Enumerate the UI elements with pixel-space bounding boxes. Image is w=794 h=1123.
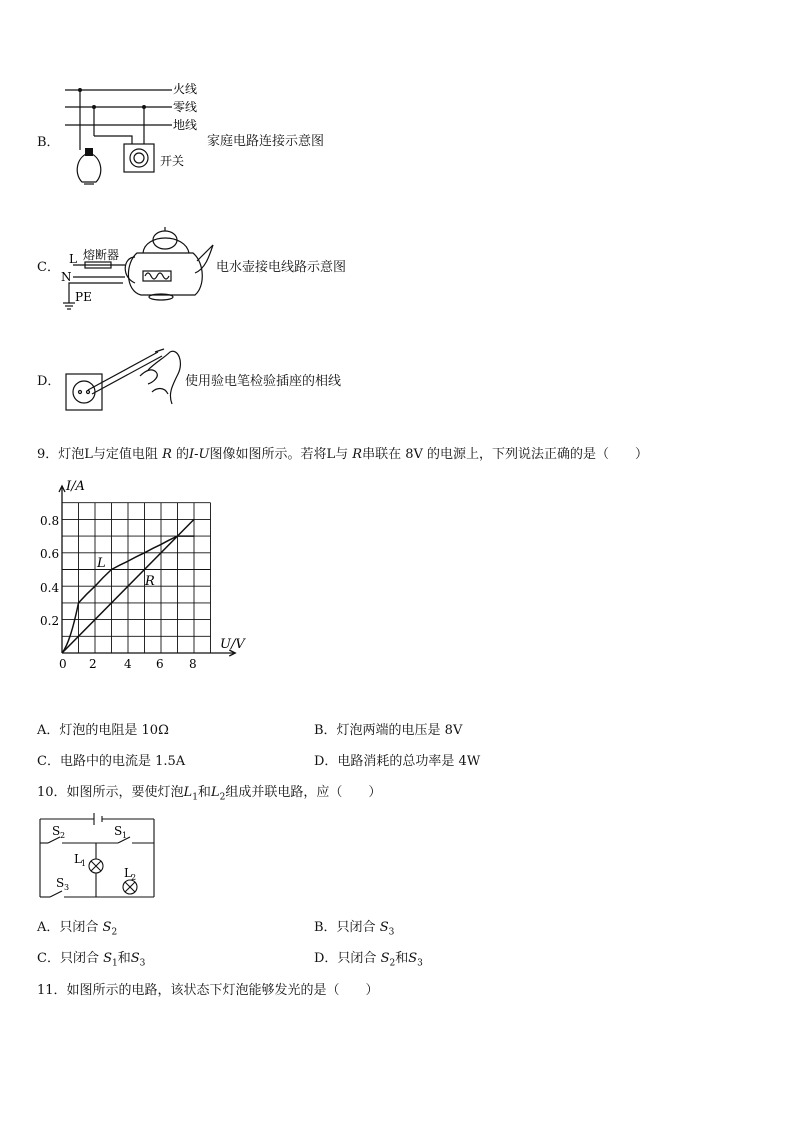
wire-live-label: 火线 bbox=[173, 82, 198, 96]
y-tick-label: 0.8 bbox=[40, 514, 60, 528]
q9-option-b[interactable]: B．灯泡两端的电压是 8V bbox=[314, 723, 463, 738]
q10-option-c[interactable]: C．只闭合 $S_1$和$S_3$ bbox=[37, 951, 146, 969]
curve-r-label: R bbox=[145, 574, 155, 589]
q10-option-d[interactable]: D．只闭合 $S_2$和$S_3$ bbox=[314, 951, 423, 969]
y-axis-title: I/A bbox=[66, 479, 85, 494]
fuse-label: 熔断器 bbox=[83, 248, 120, 262]
parallel-circuit-diagram bbox=[38, 811, 160, 906]
x-tick-label: 0 bbox=[59, 657, 67, 671]
switch-s3-label: S bbox=[56, 876, 65, 890]
option-c-caption: 电水壶接电线路示意图 bbox=[216, 260, 347, 275]
y-tick-label: 0.4 bbox=[40, 581, 60, 595]
lamp-l1-label: L bbox=[74, 852, 82, 866]
q10-option-a[interactable]: A．只闭合 $S_2$ bbox=[37, 920, 118, 938]
x-tick-label: 6 bbox=[156, 657, 164, 671]
kettle-circuit-diagram bbox=[55, 213, 217, 313]
wire-l-label: L bbox=[69, 252, 77, 266]
home-circuit-diagram bbox=[60, 78, 205, 196]
wire-pe-label: PE bbox=[75, 290, 92, 304]
svg-text:2: 2 bbox=[131, 873, 137, 882]
option-b-caption: 家庭电路连接示意图 bbox=[207, 134, 325, 149]
wire-earth-label: 地线 bbox=[173, 118, 198, 132]
q10-option-b[interactable]: B．只闭合 $S_3$ bbox=[314, 920, 395, 938]
switch-s1-label: S bbox=[114, 824, 123, 838]
svg-text:1: 1 bbox=[122, 831, 128, 840]
svg-text:1: 1 bbox=[81, 859, 87, 868]
q9-option-d[interactable]: D．电路消耗的总功率是 4W bbox=[314, 754, 481, 769]
x-tick-label: 8 bbox=[189, 657, 197, 671]
curve-l-label: L bbox=[97, 556, 106, 571]
question-11-stem: 11．如图所示的电路，该状态下灯泡能够发光的是（ ） bbox=[37, 983, 379, 998]
svg-text:3: 3 bbox=[64, 883, 70, 892]
x-axis-title: U/V bbox=[220, 637, 245, 652]
switch-label: 开关 bbox=[160, 154, 185, 168]
y-tick-label: 0.6 bbox=[40, 547, 60, 561]
q9-option-c[interactable]: C．电路中的电流是 1.5A bbox=[37, 754, 186, 769]
y-tick-label: 0.2 bbox=[40, 614, 60, 628]
question-9-stem: 9．灯泡L与定值电阻 R 的I-U图像如图所示。若将L与 R串联在 8V 的电源上，下列说法正确的是（ ） bbox=[37, 447, 649, 462]
lamp-l2-label: L bbox=[124, 866, 132, 880]
option-c-label: C． bbox=[37, 260, 60, 275]
x-tick-label: 2 bbox=[89, 657, 97, 671]
option-b-label: B． bbox=[37, 135, 60, 150]
svg-text:2: 2 bbox=[60, 831, 66, 840]
question-10-stem: 10．如图所示，要使灯泡$L_1$和$L_2$组成并联电路，应（ ） bbox=[37, 785, 382, 803]
q9-option-a[interactable]: A．灯泡的电阻是 10Ω bbox=[37, 723, 169, 738]
wire-neutral-label: 零线 bbox=[173, 100, 198, 114]
switch-s2-label: S bbox=[52, 824, 61, 838]
option-d-caption: 使用验电笔检验插座的相线 bbox=[185, 374, 342, 389]
wire-n-label: N bbox=[61, 270, 72, 284]
iu-chart bbox=[30, 472, 260, 677]
question-9-number: 9． bbox=[37, 447, 59, 462]
test-pen-socket-diagram bbox=[60, 344, 185, 416]
option-d-label: D． bbox=[37, 374, 61, 389]
x-tick-label: 4 bbox=[124, 657, 132, 671]
